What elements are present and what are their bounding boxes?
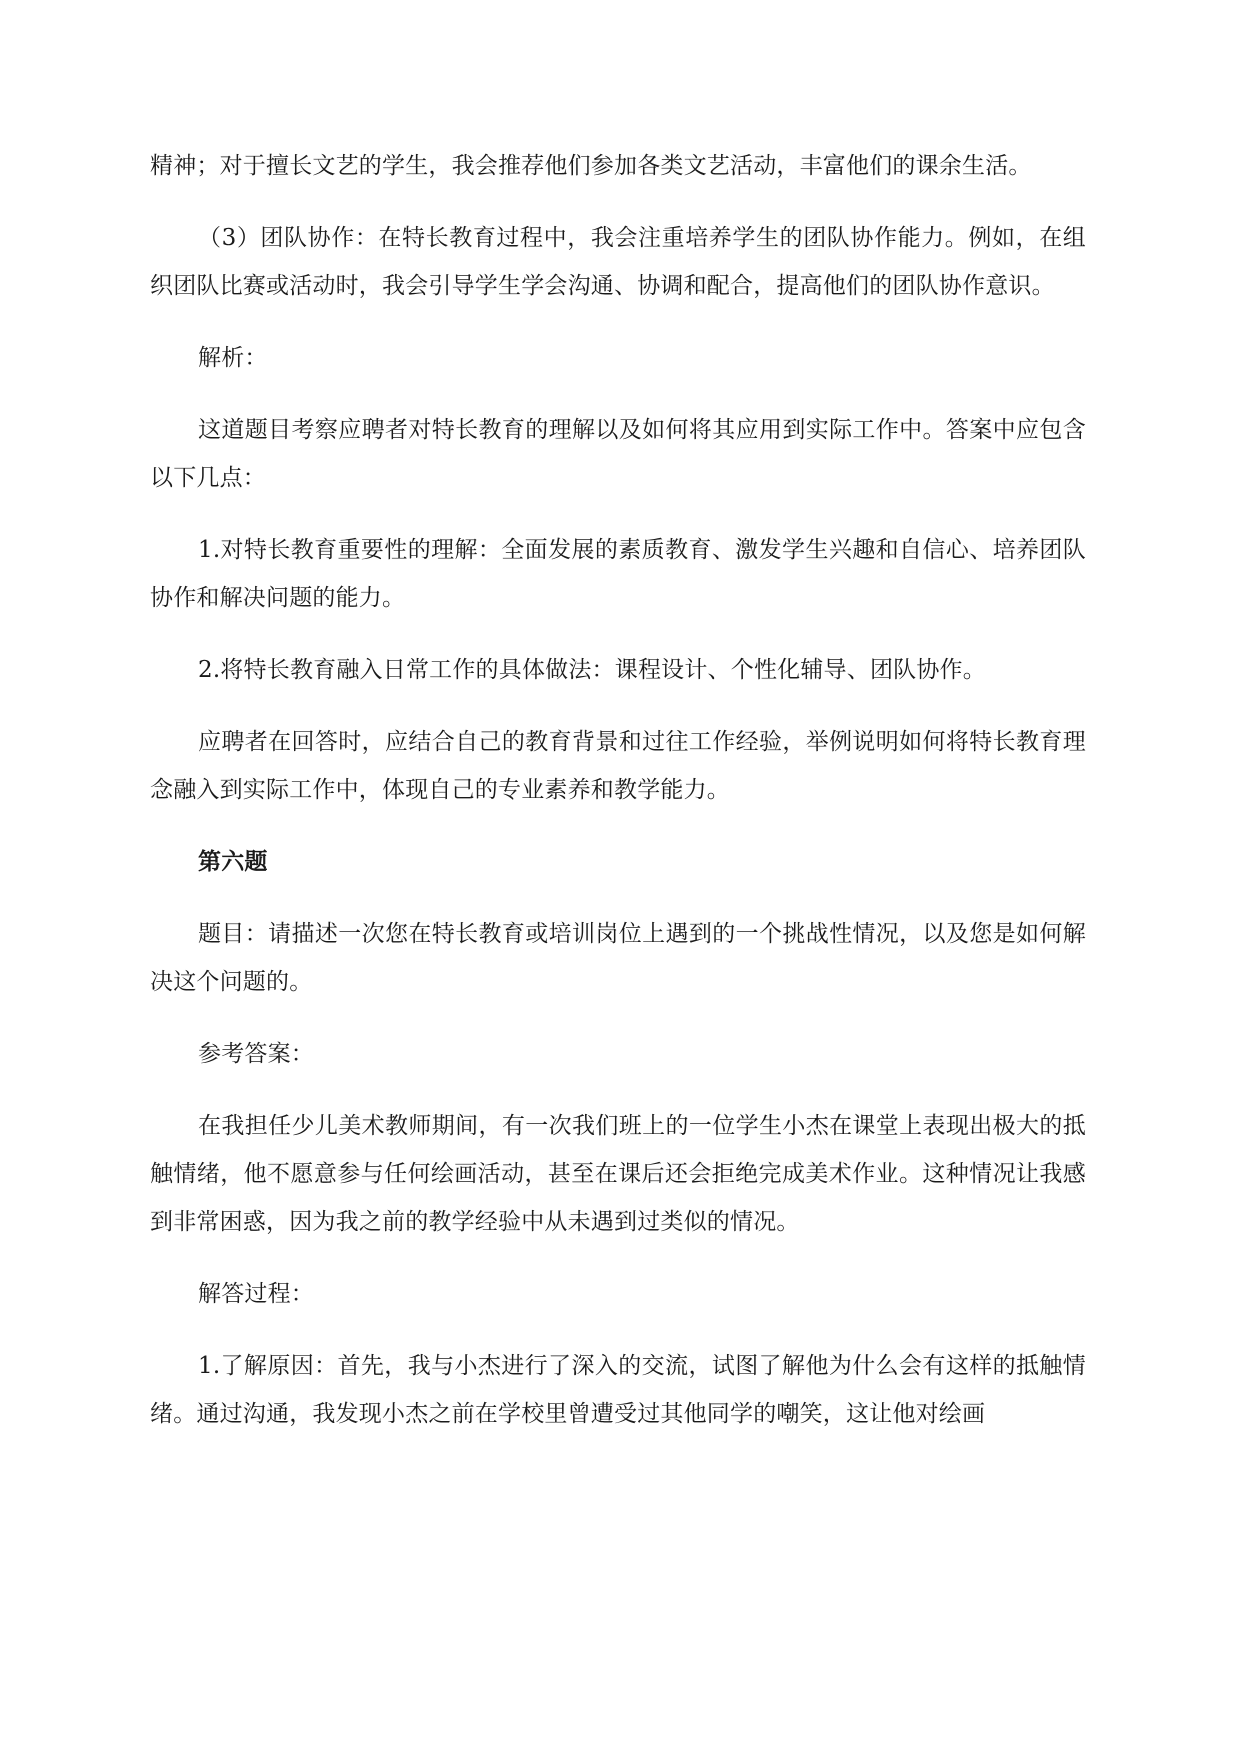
answer-paragraph: 在我担任少儿美术教师期间，有一次我们班上的一位学生小杰在课堂上表现出极大的抵触情绪，他不愿意参与任何绘画活动，甚至在课后还会拒绝完成美术作业。这种情况让我感到非常困惑，因为我之前的教学经验中从未遇到过类似的情况。 <box>150 1113 1086 1235</box>
question-heading: 第六题 <box>198 848 268 875</box>
analysis-point-2: 2.将特长教育融入日常工作的具体做法：课程设计、个性化辅导、团队协作。 <box>198 657 986 683</box>
paragraph-continued: 精神；对于擅长文艺的学生，我会推荐他们参加各类文艺活动，丰富他们的课余生活。 <box>150 153 1032 179</box>
paragraph-teamwork: （3）团队协作：在特长教育过程中，我会注重培养学生的团队协作能力。例如，在组织团队比赛或活动时，我会引导学生学会沟通、协调和配合，提高他们的团队协作意识。 <box>150 225 1086 299</box>
analysis-summary: 应聘者在回答时，应结合自己的教育背景和过往工作经验，举例说明如何将特长教育理念融入到实际工作中，体现自己的专业素养和教学能力。 <box>150 729 1086 803</box>
analysis-label: 解析： <box>198 345 268 371</box>
analysis-point-1: 1.对特长教育重要性的理解：全面发展的素质教育、激发学生兴趣和自信心、培养团队协作和解决问题的能力。 <box>150 537 1086 611</box>
question-text: 题目：请描述一次您在特长教育或培训岗位上遇到的一个挑战性情况，以及您是如何解决这个问题的。 <box>150 921 1086 995</box>
reference-answer-label: 参考答案： <box>198 1041 314 1067</box>
solution-step-1: 1.了解原因：首先，我与小杰进行了深入的交流，试图了解他为什么会有这样的抵触情绪。通过沟通，我发现小杰之前在学校里曾遭受过其他同学的嘲笑，这让他对绘画 <box>150 1353 1086 1427</box>
solution-process-label: 解答过程： <box>198 1281 314 1307</box>
analysis-intro: 这道题目考察应聘者对特长教育的理解以及如何将其应用到实际工作中。答案中应包含以下几点： <box>150 417 1086 491</box>
document-page <box>150 142 1086 1462</box>
